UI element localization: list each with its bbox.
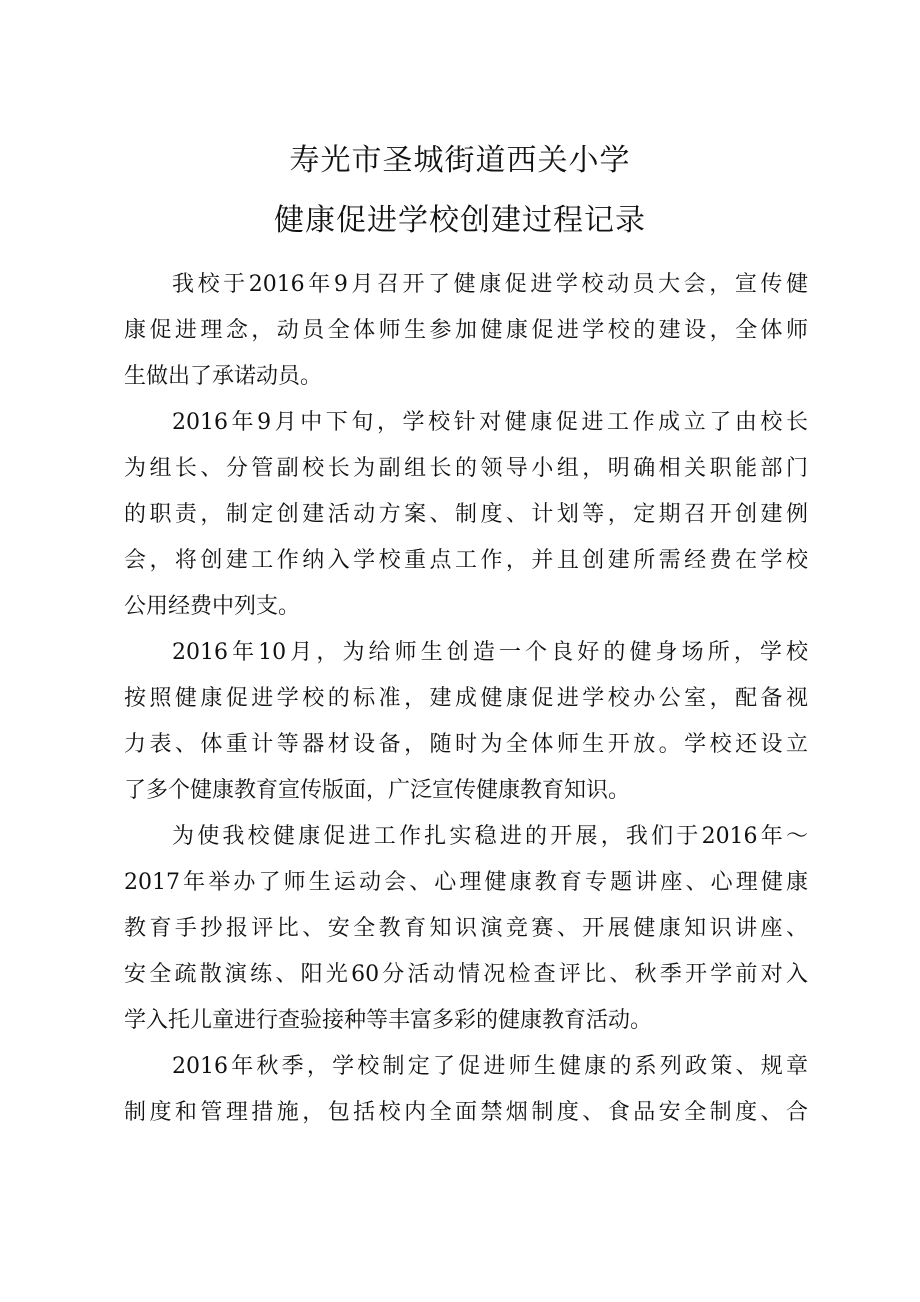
text-line: 生做出了承诺动员。: [124, 364, 323, 389]
document-body: [124, 262, 808, 1136]
paragraph-3: [124, 630, 808, 814]
text-line: 2016年秋季，学校制定了促进师生健康的系列政策、规章: [172, 1054, 808, 1079]
text-line: 为组长、分管副校长为副组长的领导小组，明确相关职能部门: [124, 456, 808, 481]
text-line: 力表、体重计等器材设备，随时为全体师生开放。学校还设立: [124, 732, 808, 757]
text-line: 2016年9月中下旬，学校针对健康促进工作成立了由校长: [172, 410, 808, 435]
paragraph-4: [124, 814, 808, 1044]
text-line: 学入托儿童进行查验接种等丰富多彩的健康教育活动。: [124, 1008, 653, 1033]
document-title-subject: 健康促进学校创建过程记录: [274, 203, 646, 238]
text-line: 康促进理念，动员全体师生参加健康促进学校的建设，全体师: [124, 318, 808, 343]
text-line: 制度和管理措施，包括校内全面禁烟制度、食品安全制度、合: [124, 1100, 808, 1125]
text-line: 教育手抄报评比、安全教育知识演竞赛、开展健康知识讲座、: [124, 916, 808, 941]
text-line: 为使我校健康促进工作扎实稳进的开展，我们于2016年～: [172, 824, 808, 849]
text-line: 2016年10月，为给师生创造一个良好的健身场所，学校: [172, 640, 808, 665]
text-line: 会，将创建工作纳入学校重点工作，并且创建所需经费在学校: [124, 548, 808, 573]
paragraph-5: [124, 1044, 808, 1136]
text-line: 的职责，制定创建活动方案、制度、计划等，定期召开创建例: [124, 502, 808, 527]
text-line: 了多个健康教育宣传版面，广泛宣传健康教育知识。: [124, 778, 631, 803]
text-line: 按照健康促进学校的标准，建成健康促进学校办公室，配备视: [124, 686, 808, 711]
paragraph-1: [124, 262, 808, 400]
text-line: 我校于2016年9月召开了健康促进学校动员大会，宣传健: [172, 272, 808, 297]
paragraph-2: [124, 400, 808, 630]
text-line: 2017年举办了师生运动会、心理健康教育专题讲座、心理健康: [124, 870, 808, 895]
document-title-school: 寿光市圣城街道西关小学: [289, 143, 631, 178]
text-line: 安全疏散演练、阳光60分活动情况检查评比、秋季开学前对入: [124, 962, 808, 987]
text-line: 公用经费中列支。: [124, 594, 301, 619]
